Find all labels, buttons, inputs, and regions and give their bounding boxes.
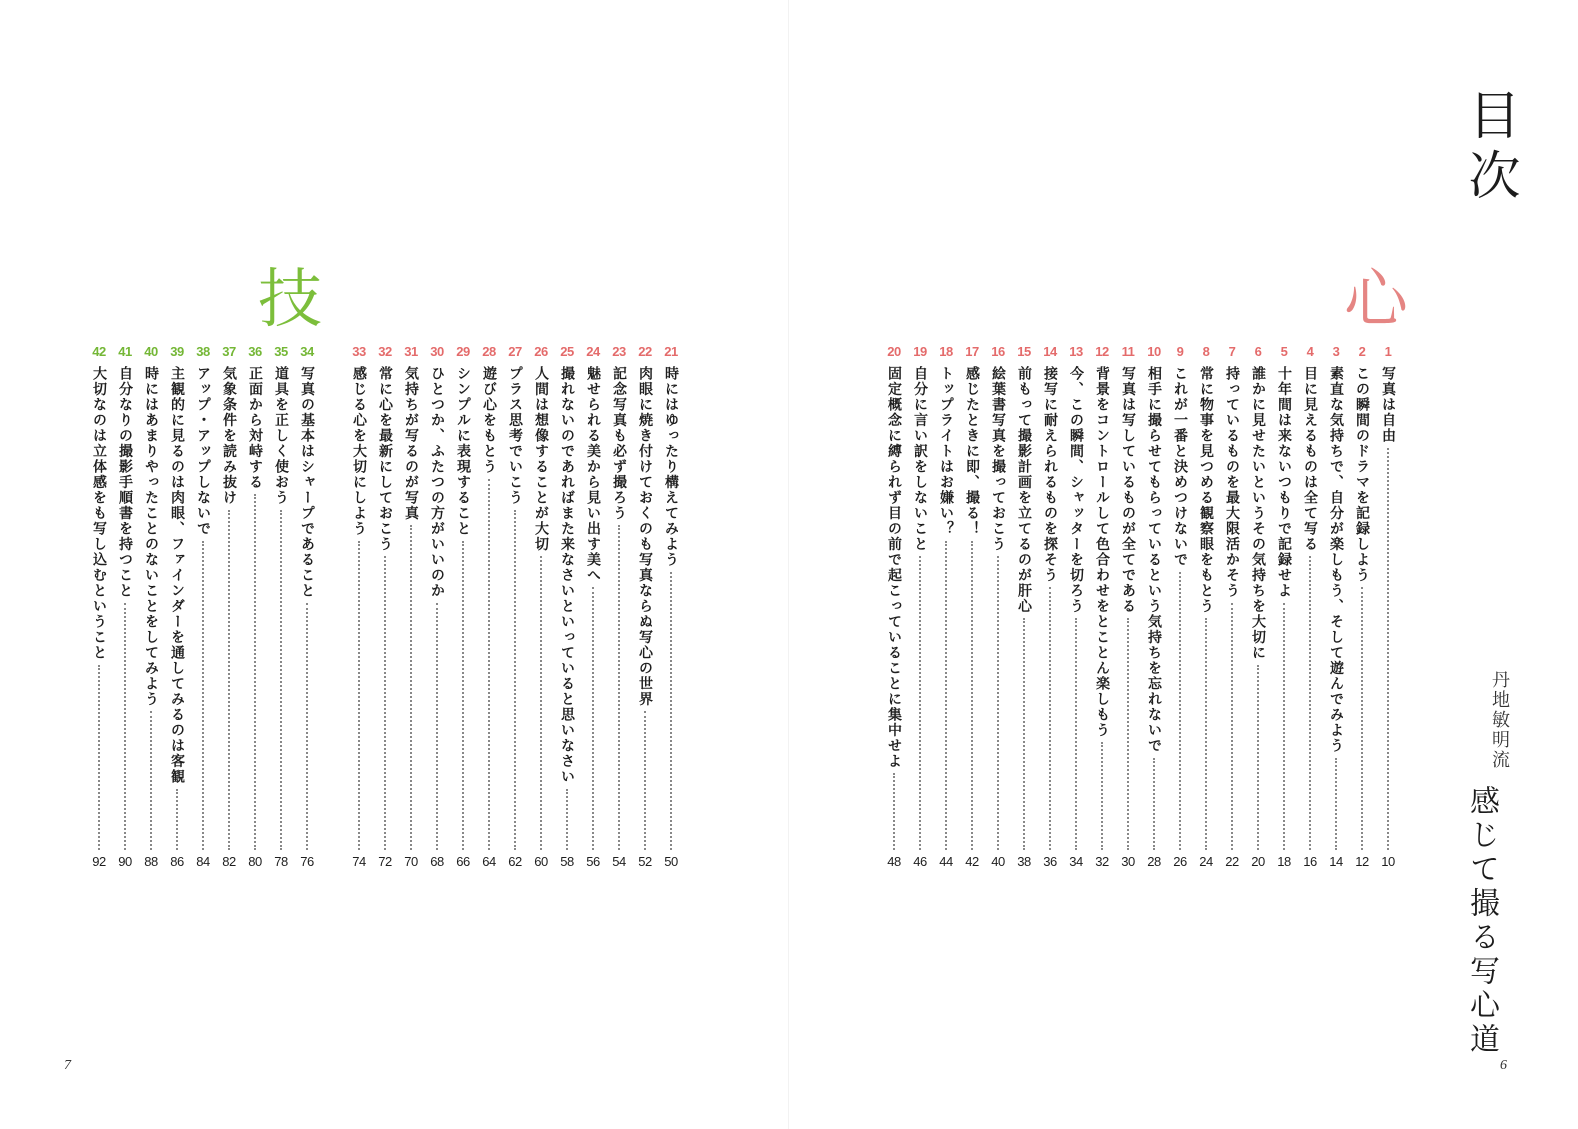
- leader-dots: [150, 711, 152, 850]
- entry-title: 自分に言い訳をしないこと: [912, 366, 928, 552]
- entry-number: 40: [144, 344, 158, 359]
- leader-dots: [176, 789, 178, 851]
- leader-dots: [997, 556, 999, 850]
- entry-title: トップライトはお嫌い？: [938, 366, 954, 537]
- toc-entry[interactable]: [86, 344, 112, 870]
- toc-entry[interactable]: [1037, 344, 1063, 870]
- leader-dots: [358, 541, 360, 851]
- page-number-left: 7: [64, 1058, 71, 1073]
- entry-title: 記念写真も必ず撮ろう: [611, 366, 627, 521]
- leader-dots: [1205, 618, 1207, 850]
- entry-title: 気持ちが写るのが写真: [403, 366, 419, 521]
- leader-dots: [1361, 587, 1363, 850]
- entry-title: 常に心を最新にしておこう: [377, 366, 393, 552]
- leader-dots: [410, 525, 412, 850]
- leader-dots: [124, 603, 126, 851]
- leader-dots: [971, 541, 973, 851]
- entry-page: 10: [1381, 854, 1395, 869]
- entry-number: 10: [1147, 344, 1161, 359]
- entry-number: 24: [586, 344, 600, 359]
- entry-page: 26: [1173, 854, 1187, 869]
- entry-number: 20: [887, 344, 901, 359]
- toc-entry[interactable]: [398, 344, 424, 870]
- leader-dots: [462, 541, 464, 851]
- entry-page: 56: [586, 854, 600, 869]
- toc-entry[interactable]: [1323, 344, 1349, 870]
- entry-title: 魅せられる美から見い出す美へ: [585, 366, 601, 583]
- leader-dots: [1309, 556, 1311, 850]
- toc-entry[interactable]: [1141, 344, 1167, 870]
- leader-dots: [1153, 758, 1155, 851]
- entry-number: 15: [1017, 344, 1031, 359]
- entry-page: 44: [939, 854, 953, 869]
- toc-entry[interactable]: [959, 344, 985, 870]
- toc-entry[interactable]: [1193, 344, 1219, 870]
- toc-entry[interactable]: [632, 344, 658, 870]
- entry-page: 46: [913, 854, 927, 869]
- entry-page: 40: [991, 854, 1005, 869]
- entry-title: 道具を正しく使おう: [273, 366, 289, 506]
- leader-dots: [1231, 603, 1233, 851]
- leader-dots: [1049, 587, 1051, 850]
- entry-title: 相手に撮らせてもらっているという気持ちを忘れないで: [1146, 366, 1162, 754]
- toc-entry[interactable]: [528, 344, 554, 870]
- entry-number: 33: [352, 344, 366, 359]
- entry-number: 30: [430, 344, 444, 359]
- toc-entry[interactable]: [1011, 344, 1037, 870]
- entry-page: 30: [1121, 854, 1135, 869]
- entry-page: 58: [560, 854, 574, 869]
- leader-dots: [592, 587, 594, 850]
- entry-page: 60: [534, 854, 548, 869]
- entry-page: 16: [1303, 854, 1317, 869]
- entry-page: 68: [430, 854, 444, 869]
- toc-entry[interactable]: [450, 344, 476, 870]
- toc-entry[interactable]: [554, 344, 580, 870]
- entry-number: 23: [612, 344, 626, 359]
- entry-number: 32: [378, 344, 392, 359]
- entry-page: 70: [404, 854, 418, 869]
- entry-page: 12: [1355, 854, 1369, 869]
- entry-title: プラス思考でいこう: [507, 366, 523, 506]
- entry-title: 十年間は来ないつもりで記録せよ: [1276, 366, 1292, 599]
- leader-dots: [618, 525, 620, 850]
- toc-entry[interactable]: [1271, 344, 1297, 870]
- toc-entry[interactable]: [907, 344, 933, 870]
- toc-entry[interactable]: [190, 344, 216, 870]
- entry-page: 34: [1069, 854, 1083, 869]
- entry-number: 22: [638, 344, 652, 359]
- entry-page: 92: [92, 854, 106, 869]
- entry-title: 目に見えるものは全て写る: [1302, 366, 1318, 552]
- entry-page: 80: [248, 854, 262, 869]
- entry-number: 3: [1332, 344, 1340, 359]
- entry-page: 24: [1199, 854, 1213, 869]
- entry-number: 7: [1228, 344, 1236, 359]
- entry-title: 誰かに見せたいというその気持ちを大切に: [1250, 366, 1266, 661]
- entry-title: 遊び心をもとう: [481, 366, 497, 475]
- leader-dots: [566, 789, 568, 851]
- leader-dots: [1179, 572, 1181, 851]
- entry-title: 時にはゆったり構えてみよう: [663, 366, 679, 568]
- entry-title: 時にはあまりやったことのないことをしてみよう: [143, 366, 159, 707]
- toc-entry[interactable]: [658, 344, 684, 870]
- entry-number: 26: [534, 344, 548, 359]
- entry-number: 39: [170, 344, 184, 359]
- leader-dots: [1257, 665, 1259, 851]
- entry-title: 写真の基本はシャープであること: [299, 366, 315, 599]
- leader-dots: [1283, 603, 1285, 851]
- toc-entry[interactable]: [502, 344, 528, 870]
- right-page: [789, 0, 1578, 1129]
- entry-title: 感じたときに即、撮る！: [964, 366, 980, 537]
- entry-page: 50: [664, 854, 678, 869]
- toc-entry[interactable]: [606, 344, 632, 870]
- entry-title: 今、この瞬間、シャッターを切ろう: [1068, 366, 1084, 614]
- entry-page: 32: [1095, 854, 1109, 869]
- entry-number: 38: [196, 344, 210, 359]
- entry-page: 66: [456, 854, 470, 869]
- entry-title: アップ・アップしないで: [195, 366, 211, 537]
- toc-entry[interactable]: [372, 344, 398, 870]
- entry-page: 18: [1277, 854, 1291, 869]
- entry-number: 2: [1358, 344, 1366, 359]
- section-heading-kokoro: 心: [1344, 263, 1408, 337]
- leader-dots: [1387, 448, 1389, 851]
- leader-dots: [1335, 758, 1337, 851]
- leader-dots: [306, 603, 308, 851]
- toc-entry[interactable]: [985, 344, 1011, 870]
- toc-entry[interactable]: [1375, 344, 1401, 870]
- leader-dots: [919, 556, 921, 850]
- entry-title: 素直な気持ちで、自分が楽しもう、そして遊んでみよう: [1328, 366, 1344, 754]
- entry-number: 6: [1254, 344, 1262, 359]
- leader-dots: [384, 556, 386, 850]
- toc-entry[interactable]: [580, 344, 606, 870]
- leader-dots: [202, 541, 204, 851]
- entry-title: 主観的に見るのは肉眼、ファインダーを通してみるのは客観: [169, 366, 185, 785]
- entry-page: 90: [118, 854, 132, 869]
- leader-dots: [1023, 618, 1025, 850]
- toc-entry[interactable]: [424, 344, 450, 870]
- book-title: 感じて撮る写心道: [1464, 785, 1499, 1057]
- entry-number: 34: [300, 344, 314, 359]
- entry-number: 21: [664, 344, 678, 359]
- entry-number: 41: [118, 344, 132, 359]
- entry-number: 13: [1069, 344, 1083, 359]
- leader-dots: [436, 603, 438, 851]
- leader-dots: [254, 494, 256, 850]
- entry-title: 大切なのは立体感をも写し込むということ: [91, 366, 107, 661]
- toc-entry[interactable]: [112, 344, 138, 870]
- toc-entry[interactable]: [216, 344, 242, 870]
- entry-page: 62: [508, 854, 522, 869]
- page-number-right: 6: [1500, 1058, 1507, 1073]
- entry-page: 88: [144, 854, 158, 869]
- entry-title: 気象条件を読み抜け: [221, 366, 237, 506]
- toc-entry[interactable]: [1167, 344, 1193, 870]
- entry-page: 64: [482, 854, 496, 869]
- leader-dots: [280, 510, 282, 851]
- entry-page: 72: [378, 854, 392, 869]
- entry-number: 29: [456, 344, 470, 359]
- entry-number: 27: [508, 344, 522, 359]
- entry-number: 42: [92, 344, 106, 359]
- entry-number: 8: [1202, 344, 1210, 359]
- toc-entry[interactable]: [1219, 344, 1245, 870]
- entry-number: 18: [939, 344, 953, 359]
- entry-title: これが一番と決めつけないで: [1172, 366, 1188, 568]
- entry-number: 4: [1306, 344, 1314, 359]
- entry-title: ひとつか、ふたつの方がいいのか: [429, 366, 445, 599]
- entry-number: 17: [965, 344, 979, 359]
- leader-dots: [893, 773, 895, 850]
- entry-title: 接写に耐えられるものを探そう: [1042, 366, 1058, 583]
- entry-page: 52: [638, 854, 652, 869]
- leader-dots: [670, 572, 672, 851]
- toc-entry[interactable]: [294, 344, 320, 870]
- entry-number: 19: [913, 344, 927, 359]
- toc-entry[interactable]: [242, 344, 268, 870]
- leader-dots: [540, 556, 542, 850]
- toc-entry[interactable]: [1245, 344, 1271, 870]
- entry-number: 35: [274, 344, 288, 359]
- leader-dots: [945, 541, 947, 851]
- entry-page: 14: [1329, 854, 1343, 869]
- book-subtitle: 丹地敏明流: [1489, 670, 1510, 770]
- entry-title: シンプルに表現すること: [455, 366, 471, 537]
- entry-title: 正面から対峙する: [247, 366, 263, 490]
- page-title: 目次: [1459, 88, 1519, 208]
- entry-number: 9: [1176, 344, 1184, 359]
- toc-entry[interactable]: [1063, 344, 1089, 870]
- toc-entry[interactable]: [1349, 344, 1375, 870]
- entry-number: 11: [1121, 344, 1135, 359]
- entry-number: 1: [1384, 344, 1392, 359]
- leader-dots: [644, 711, 646, 850]
- toc-entry[interactable]: [476, 344, 502, 870]
- entry-page: 76: [300, 854, 314, 869]
- entry-number: 5: [1280, 344, 1288, 359]
- leader-dots: [1127, 618, 1129, 850]
- entry-title: 持っているものを最大限活かそう: [1224, 366, 1240, 599]
- entry-page: 42: [965, 854, 979, 869]
- toc-entry[interactable]: [268, 344, 294, 870]
- toc-entry[interactable]: [1089, 344, 1115, 870]
- entry-number: 37: [222, 344, 236, 359]
- toc-entry[interactable]: [881, 344, 907, 870]
- entry-title: 常に物事を見つめる観察眼をもとう: [1198, 366, 1214, 614]
- entry-number: 25: [560, 344, 574, 359]
- entry-title: 写真は自由: [1380, 366, 1396, 444]
- leader-dots: [1075, 618, 1077, 850]
- entry-title: 前もって撮影計画を立てるのが肝心: [1016, 366, 1032, 614]
- leader-dots: [514, 510, 516, 851]
- entry-page: 28: [1147, 854, 1161, 869]
- leader-dots: [488, 479, 490, 851]
- toc-entry[interactable]: [1115, 344, 1141, 870]
- entry-number: 16: [991, 344, 1005, 359]
- entry-number: 36: [248, 344, 262, 359]
- toc-entry[interactable]: [164, 344, 190, 870]
- entry-title: この瞬間のドラマを記録しよう: [1354, 366, 1370, 583]
- leader-dots: [228, 510, 230, 851]
- toc-entry[interactable]: [1297, 344, 1323, 870]
- entry-number: 14: [1043, 344, 1057, 359]
- entry-page: 84: [196, 854, 210, 869]
- entry-page: 86: [170, 854, 184, 869]
- toc-entry[interactable]: [933, 344, 959, 870]
- entry-page: 36: [1043, 854, 1057, 869]
- toc-entry[interactable]: [346, 344, 372, 870]
- entry-page: 54: [612, 854, 626, 869]
- entry-page: 78: [274, 854, 288, 869]
- section-heading-waza: 技: [258, 263, 322, 337]
- entry-title: 絵葉書写真を撮っておこう: [990, 366, 1006, 552]
- entry-number: 31: [404, 344, 418, 359]
- entry-title: 肉眼に焼き付けておくのも写真ならぬ写心の世界: [637, 366, 653, 707]
- entry-title: 写真は写しているものが全てである: [1120, 366, 1136, 614]
- entry-page: 74: [352, 854, 366, 869]
- entry-page: 22: [1225, 854, 1239, 869]
- leader-dots: [98, 665, 100, 851]
- entry-page: 82: [222, 854, 236, 869]
- entry-page: 20: [1251, 854, 1265, 869]
- entry-number: 12: [1095, 344, 1109, 359]
- toc-entry[interactable]: [138, 344, 164, 870]
- entry-title: 固定概念に縛られず目の前で起こっていることに集中せよ: [886, 366, 902, 769]
- entry-title: 自分なりの撮影手順書を持つこと: [117, 366, 133, 599]
- entry-title: 撮れないのであればまた来なさいといっていると思いなさい: [559, 366, 575, 785]
- entry-page: 38: [1017, 854, 1031, 869]
- entry-page: 48: [887, 854, 901, 869]
- entry-number: 28: [482, 344, 496, 359]
- entry-title: 感じる心を大切にしよう: [351, 366, 367, 537]
- entry-title: 人間は想像することが大切: [533, 366, 549, 552]
- leader-dots: [1101, 742, 1103, 850]
- entry-title: 背景をコントロールして色合わせをとことん楽しもう: [1094, 366, 1110, 738]
